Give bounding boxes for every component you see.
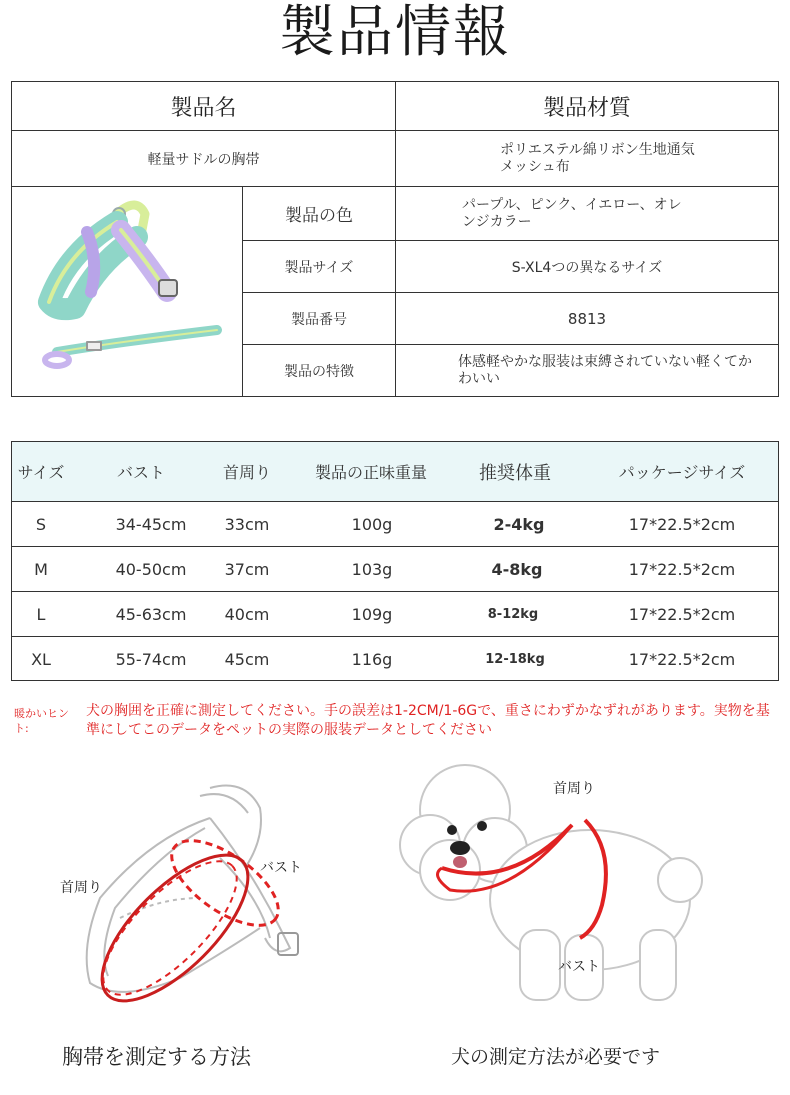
cell-neck: 33cm: [224, 514, 270, 534]
cell-recommended: 4-8kg: [491, 559, 543, 579]
cell-neck: 37cm: [224, 559, 270, 579]
spec-table: [11, 81, 779, 397]
harness-diagram-icon: [60, 778, 310, 1018]
cell-size: M: [34, 559, 48, 579]
cell-size: L: [36, 604, 46, 624]
table-row: [12, 592, 778, 637]
name-header: 製品名: [12, 82, 396, 131]
material-value: ポリエステル綿リボン生地通気メッシュ布: [396, 131, 778, 187]
harness-chest-label: バスト: [260, 860, 302, 876]
dog-neck-label: 首周り: [553, 781, 595, 797]
dog-diagram-icon: [390, 750, 710, 1010]
col-neck: 首周り: [222, 463, 271, 482]
size-table-header: [12, 442, 778, 502]
cell-bust: 40-50cm: [115, 559, 187, 579]
size-table: [11, 441, 779, 681]
tip-label: 暖かいヒント:: [14, 707, 69, 735]
cell-bust: 55-74cm: [115, 650, 187, 669]
cell-package: 17*22.5*2cm: [628, 514, 736, 534]
cell-neck: 45cm: [224, 650, 270, 669]
col-package: パッケージサイズ: [618, 463, 746, 482]
number-value: 8813: [396, 293, 778, 345]
cell-package: 17*22.5*2cm: [628, 604, 736, 624]
cell-bust: 45-63cm: [115, 604, 187, 624]
feature-value: 体感軽やかな服装は束縛されていない軽くてかわいい: [458, 353, 752, 387]
harness-neck-label: 首周り: [60, 880, 102, 896]
color-value: パープル、ピンク、イエロー、オレンジカラー: [396, 187, 778, 241]
cell-package: 17*22.5*2cm: [628, 559, 736, 579]
material-header: 製品材質: [396, 82, 778, 131]
table-row: [12, 547, 778, 592]
harness-product-icon: [27, 192, 227, 392]
cell-weight: 116g: [351, 650, 393, 669]
table-row: [12, 502, 778, 547]
table-row: [12, 637, 778, 682]
cell-bust: 34-45cm: [115, 514, 187, 534]
product-image: [12, 187, 243, 396]
col-recommended: 推奨体重: [479, 462, 551, 484]
cell-recommended: 2-4kg: [493, 514, 545, 534]
cell-package: 17*22.5*2cm: [628, 650, 736, 669]
cell-weight: 100g: [351, 514, 393, 534]
col-size: サイズ: [17, 463, 65, 482]
feature-label: 製品の特徴: [243, 345, 396, 396]
dog-chest-label: バスト: [558, 959, 600, 975]
number-label: 製品番号: [243, 293, 396, 345]
name-value: 軽量サドルの胸帯: [12, 131, 396, 187]
col-bust: バスト: [116, 463, 165, 482]
cell-recommended: 8-12kg: [487, 606, 539, 622]
tip-text: 犬の胸囲を正確に測定してください。手の誤差は1-2CM/1-6Gで、重さにわずかなずれがあります。実物を基準にしてこのデータをペットの実際の服装データとしてください: [86, 703, 770, 738]
cell-recommended: 12-18kg: [485, 652, 545, 667]
col-weight: 製品の正味重量: [314, 463, 427, 482]
size-label: 製品サイズ: [243, 241, 396, 293]
cell-size: XL: [31, 650, 51, 669]
cell-size: S: [35, 514, 47, 534]
dog-caption: 犬の測定方法が必要です: [451, 1046, 661, 1068]
harness-caption: 胸帯を測定する方法: [62, 1045, 251, 1069]
color-label: 製品の色: [243, 187, 396, 241]
cell-weight: 109g: [351, 604, 393, 624]
page-title: 製品情報: [279, 0, 511, 65]
cell-weight: 103g: [351, 559, 393, 579]
size-value: S-XL4つの異なるサイズ: [396, 241, 778, 293]
cell-neck: 40cm: [224, 604, 270, 624]
